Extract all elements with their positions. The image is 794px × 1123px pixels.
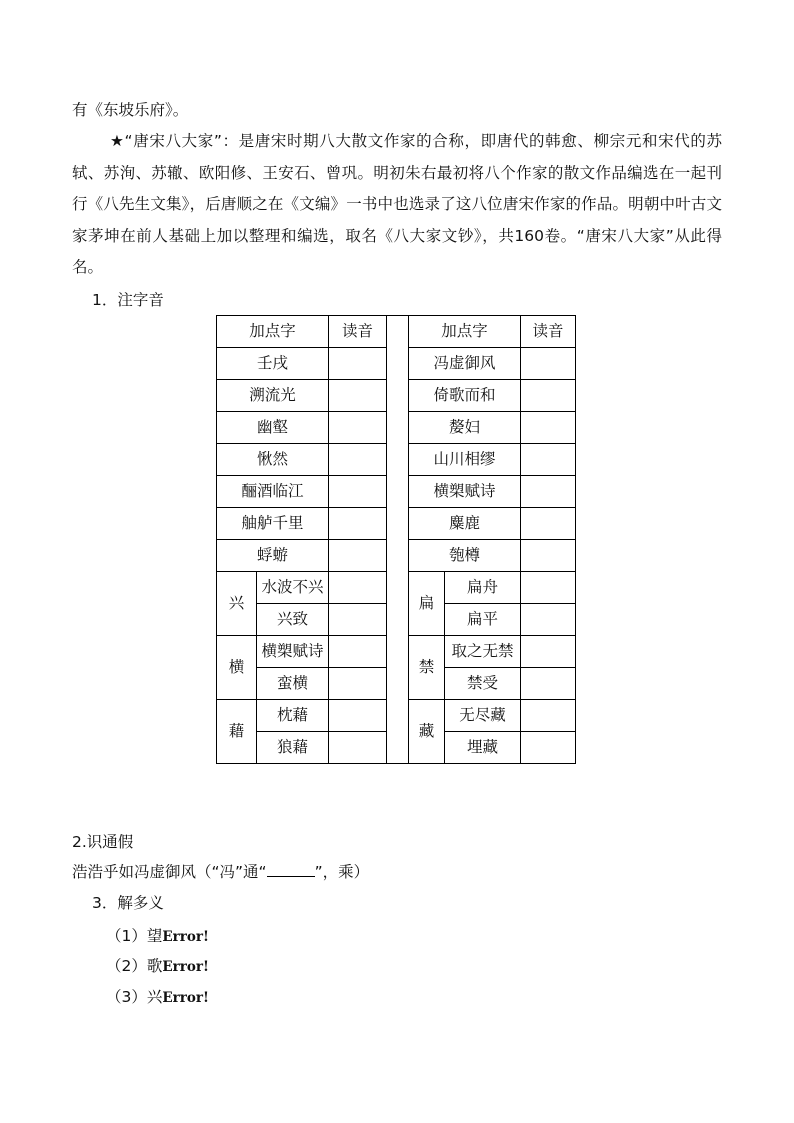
word-cell: 狼藉 bbox=[257, 732, 329, 764]
dotted-char-cell: 蜉蝣 bbox=[217, 540, 329, 572]
reading-answer-cell[interactable] bbox=[329, 380, 387, 412]
word-cell: 无尽藏 bbox=[445, 700, 521, 732]
word-cell: 禁受 bbox=[445, 668, 521, 700]
pronunciation-table bbox=[216, 315, 576, 764]
reading-answer-cell[interactable] bbox=[329, 508, 387, 540]
reading-answer-cell[interactable] bbox=[521, 444, 576, 476]
dotted-char-cell: 麋鹿 bbox=[409, 508, 521, 540]
dotted-char-cell: 嫠妇 bbox=[409, 412, 521, 444]
section2-title: 2.识通假 bbox=[72, 833, 134, 851]
polysemy-label: （3）兴 bbox=[106, 988, 163, 1006]
group-char-cell: 扁 bbox=[409, 572, 445, 636]
reading-answer-cell[interactable] bbox=[521, 604, 576, 636]
reading-answer-cell[interactable] bbox=[521, 348, 576, 380]
group-char-cell: 藉 bbox=[217, 700, 257, 764]
reading-answer-cell[interactable] bbox=[329, 444, 387, 476]
tang-song-eight-masters-note bbox=[72, 126, 722, 284]
header-reading: 读音 bbox=[521, 316, 576, 348]
tongjia-line bbox=[72, 862, 722, 882]
word-cell: 枕藉 bbox=[257, 700, 329, 732]
reading-answer-cell[interactable] bbox=[521, 700, 576, 732]
reading-answer-cell[interactable] bbox=[329, 572, 387, 604]
reading-answer-cell[interactable] bbox=[521, 540, 576, 572]
reading-answer-cell[interactable] bbox=[521, 572, 576, 604]
word-cell: 横槊赋诗 bbox=[257, 636, 329, 668]
error-field: Error! bbox=[162, 929, 209, 945]
reading-answer-cell[interactable] bbox=[329, 604, 387, 636]
section1-title: 1．注字音 bbox=[92, 291, 164, 309]
note-text: ★“唐宋八大家”：是唐宋时期八大散文作家的合称，即唐代的韩愈、柳宗元和宋代的苏轼、苏洵、苏辙、欧阳修、王安石、曾巩。明初朱右最初将八个作家的散文作品编选在一起刊行《八先生文集》，后唐顺之在《文编》一书中也选录了这八位唐宋作家的作品。明朝中叶古文家茅坤在前人基础上加以整理和编选，取名《八大家文钞》，共160卷。“唐宋八大家”从此得名。 bbox=[72, 132, 722, 276]
polysemy-item bbox=[106, 987, 756, 1008]
polysemy-label: （1）望 bbox=[106, 927, 163, 945]
group-char-cell: 横 bbox=[217, 636, 257, 700]
tongjia-answer-blank[interactable] bbox=[267, 862, 315, 877]
group-char-cell: 禁 bbox=[409, 636, 445, 700]
polysemy-item bbox=[106, 956, 756, 977]
header-char: 加点字 bbox=[217, 316, 329, 348]
polysemy-item bbox=[106, 926, 756, 947]
error-field: Error! bbox=[162, 990, 209, 1006]
table-header-row bbox=[217, 316, 576, 348]
dotted-char-cell: 山川相缪 bbox=[409, 444, 521, 476]
dotted-char-cell: 冯虚御风 bbox=[409, 348, 521, 380]
tongjia-text-before: 浩浩乎如冯虚御风（“冯”通“ bbox=[72, 863, 267, 881]
dotted-char-cell: 倚歌而和 bbox=[409, 380, 521, 412]
reading-answer-cell[interactable] bbox=[329, 700, 387, 732]
reading-answer-cell[interactable] bbox=[521, 508, 576, 540]
word-cell: 埋藏 bbox=[445, 732, 521, 764]
header-reading: 读音 bbox=[329, 316, 387, 348]
error-field: Error! bbox=[162, 959, 209, 975]
dotted-char-cell: 愀然 bbox=[217, 444, 329, 476]
dotted-char-cell: 溯流光 bbox=[217, 380, 329, 412]
reading-answer-cell[interactable] bbox=[521, 668, 576, 700]
header-char: 加点字 bbox=[409, 316, 521, 348]
reading-answer-cell[interactable] bbox=[329, 636, 387, 668]
polysemy-label: （2）歌 bbox=[106, 957, 163, 975]
word-cell: 取之无禁 bbox=[445, 636, 521, 668]
section3-title: 3．解多义 bbox=[92, 894, 164, 912]
group-char-cell: 兴 bbox=[217, 572, 257, 636]
table-divider-gap bbox=[387, 316, 409, 764]
reading-answer-cell[interactable] bbox=[329, 476, 387, 508]
reading-answer-cell[interactable] bbox=[329, 668, 387, 700]
reading-answer-cell[interactable] bbox=[521, 380, 576, 412]
dotted-char-cell: 舳舻千里 bbox=[217, 508, 329, 540]
word-cell: 扁平 bbox=[445, 604, 521, 636]
word-cell: 兴致 bbox=[257, 604, 329, 636]
dotted-char-cell: 壬戌 bbox=[217, 348, 329, 380]
dotted-char-cell: 酾酒临江 bbox=[217, 476, 329, 508]
dotted-char-cell: 横槊赋诗 bbox=[409, 476, 521, 508]
word-cell: 水波不兴 bbox=[257, 572, 329, 604]
intro-line: 有《东坡乐府》。 bbox=[72, 101, 189, 119]
word-cell: 蛮横 bbox=[257, 668, 329, 700]
tongjia-text-after: ”，乘） bbox=[314, 863, 370, 881]
reading-answer-cell[interactable] bbox=[329, 732, 387, 764]
reading-answer-cell[interactable] bbox=[521, 636, 576, 668]
group-char-cell: 藏 bbox=[409, 700, 445, 764]
reading-answer-cell[interactable] bbox=[329, 348, 387, 380]
reading-answer-cell[interactable] bbox=[521, 412, 576, 444]
dotted-char-cell: 幽壑 bbox=[217, 412, 329, 444]
reading-answer-cell[interactable] bbox=[329, 412, 387, 444]
dotted-char-cell: 匏樽 bbox=[409, 540, 521, 572]
word-cell: 扁舟 bbox=[445, 572, 521, 604]
reading-answer-cell[interactable] bbox=[521, 476, 576, 508]
reading-answer-cell[interactable] bbox=[521, 732, 576, 764]
reading-answer-cell[interactable] bbox=[329, 540, 387, 572]
